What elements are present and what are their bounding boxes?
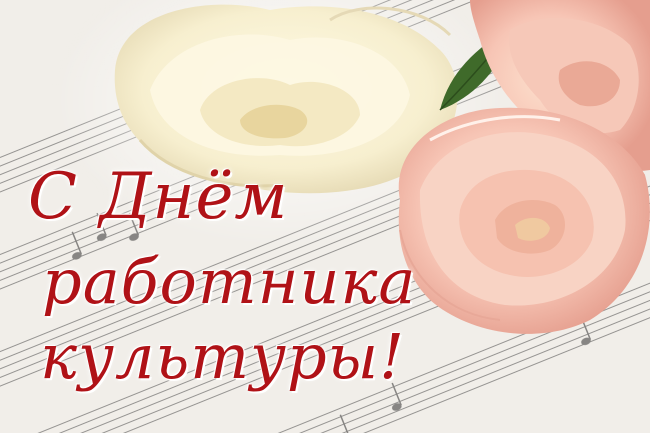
greeting-line-3: культуры!	[40, 320, 406, 393]
greeting-line-2: работника	[42, 245, 417, 318]
greeting-line-1: С Днём	[28, 160, 289, 234]
pink-rose-icon	[399, 108, 650, 334]
